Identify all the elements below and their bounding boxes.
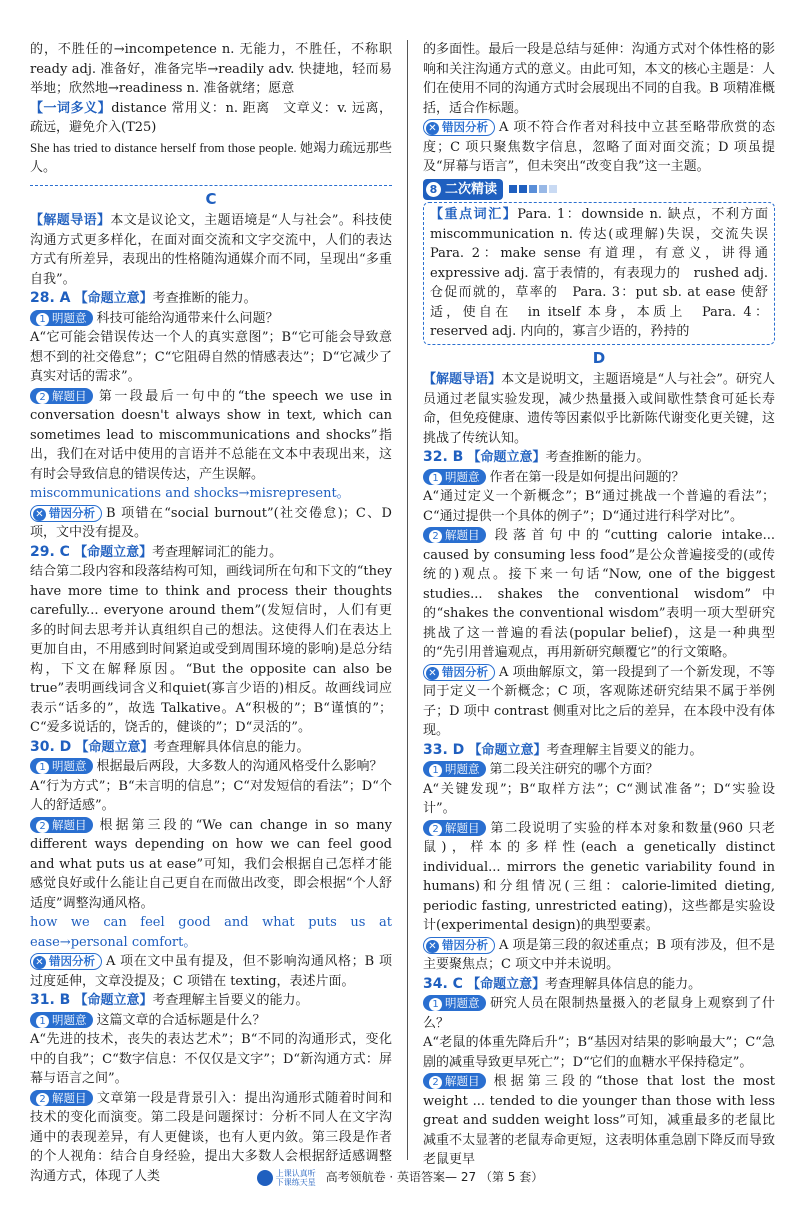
- tag-label: 明题意: [52, 759, 87, 773]
- q32-error-text: A 项曲解原文，第一段提到了一个新发现，不等同于定义一个新概念；C 项，客观陈述研究结果不属于举例子；D 项中 contrast 侧重对比之后的差异，在本段中没有体现。: [423, 664, 775, 738]
- q33-intent: 考查理解主旨要义的能力。: [546, 742, 703, 758]
- reread-label: 二次精读: [445, 181, 498, 197]
- q31-options: A“先进的技术，丧失的表达艺术”；B“不同的沟通形式，变化中的自我”；C“数字信息：不仅仅是文字”；D“新沟通方式：屏幕与语言之间”。: [30, 1032, 392, 1086]
- q33-solution: 第二段说明了实验的样本对象和数量(960 只老鼠)，样本的多样性(each a genetically distinct individual... mirrors the genetic variability found in humans)和分组情况(三组：calorie-limited dieting, periodic fasting, unrestricted eating)，这些都是实验设计(experimental design)的典型要素。: [423, 820, 775, 933]
- understand-tag: [423, 995, 486, 1011]
- q28-options: A“它可能会错误传达一个人的真实意图”；B“它可能会导致意想不到的社交倦怠”；C“它阻碍自然的情感表达”；D“它减少了真实对话的需求”。: [30, 330, 392, 384]
- q29-intent: 考查理解词汇的能力。: [152, 544, 283, 560]
- tag-label: 解题目: [52, 388, 87, 403]
- solve-tag: [30, 817, 93, 833]
- q34-solution: 根据第三段的“those that lost the most weight ... tended to die younger than those with less great and sudden weight loss”可知，减重最多的老鼠比减重不太显著的老鼠寿命更短，这表明体重急剧下降反而导致老鼠更早: [423, 1074, 775, 1167]
- tag-label: 明题意: [445, 469, 480, 484]
- number-1-icon: 1: [36, 761, 49, 774]
- guide-c-text: 本文是议论文，主题语境是“人与社会”。科技使沟通方式更多样化，在面对面交流和文字交流中，人们的表达方式有所差异，表现出的性格随沟通媒介而不同，呈现出“多重自我”。: [30, 213, 392, 287]
- q32-header: [423, 448, 775, 468]
- solve-tag: [30, 1090, 93, 1106]
- solve-tag: [423, 527, 486, 543]
- guide-c-title: 【解题导语】: [30, 213, 111, 228]
- reread-header: [423, 179, 775, 201]
- q32-number: 32. B: [423, 449, 464, 465]
- q28-header: [30, 289, 392, 309]
- q31-solution-continued: 的多面性。最后一段是总结与延伸：沟通方式对个体性格的影响和关注沟通方式的意义。由此可知，本文的核心主题是：人们在使用不同的沟通方式时会展现出不同的自我。B 项精准概括，适合作标题。: [423, 42, 775, 116]
- q33-step1: [423, 760, 775, 780]
- q30-step2: [30, 816, 392, 914]
- q28-step2: [30, 387, 392, 485]
- understand-tag: [30, 310, 93, 326]
- q33-number: 33. D: [423, 741, 465, 758]
- q31-intent-title: 【命题立意】: [74, 993, 153, 1008]
- brand-slogan: [276, 1169, 316, 1187]
- q29-body: 结合第二段内容和段落结构可知，画线词所在句和下文的“they have more time to think and process their thoughts carefully... everyone around them”(发短信时，人们有更多的时间去思考并认真组织自己的想法。这使得人们在表达上更加自由，不用感到时间紧迫或受到周围环境的影响)是总分结构，下文在解释原因。“But the opposite can also be true”表明画线词含义和quiet(寡言少语的)相反。故画线词应表示“话多的”，故选 Talkative。A“积极的”；B“谨慎的”；C“爱多说话的，饶舌的，健谈的”；D“灵活的”。: [30, 564, 392, 735]
- q32-step1: [423, 468, 775, 488]
- cross-icon: ✕: [426, 122, 439, 135]
- tag-label: 明题意: [445, 762, 480, 776]
- q34-number: 34. C: [423, 975, 463, 992]
- q31-step1: [30, 1011, 392, 1031]
- q28-question: 科技可能给沟通带来什么问题？: [96, 310, 279, 326]
- number-1-icon: 1: [429, 764, 442, 777]
- reread-badge: [423, 179, 503, 201]
- vocab-title: 【重点词汇】: [430, 207, 518, 222]
- q33-question: 第二段关注研究的哪个方面？: [489, 762, 659, 777]
- q33-header: [423, 741, 775, 761]
- understand-tag: [423, 469, 486, 485]
- q28-chain: miscommunications and shocks→misrepresent。: [30, 486, 350, 501]
- q31-solution: 文章第一段是背景引入：提出沟通形式随着时间和技术的变化而演变。第二段是问题探讨：分析不同人在文字沟通中的表现差异，有人更健谈，也有人更内敛。第三段是作者的个人视角：结合自身经验，提出大多数人会根据舒适感调整沟通方式，体现了人类: [30, 1090, 392, 1184]
- q30-solution: 根据第三段的“We can change in so many different ways depending on how we can feel good and what puts us at ease”可知，我们会根据自己怎样才能感觉良好或什么能让自己更自在而做出改变，即会根据“个人舒适度”调整沟通风格。: [30, 817, 392, 911]
- solve-tag: [30, 388, 93, 404]
- tag-label: 错因分析: [49, 505, 95, 520]
- number-2-icon: 2: [36, 1093, 49, 1106]
- error-tag: [30, 953, 102, 970]
- solve-tag: [423, 820, 486, 836]
- q30-number: 30. D: [30, 738, 72, 755]
- section-heading-d: D: [592, 348, 606, 367]
- vocab-content: [430, 205, 782, 342]
- understand-tag: [423, 761, 486, 777]
- tag-label: 明题意: [445, 996, 480, 1010]
- q33-intent-title: 【命题立意】: [468, 742, 547, 758]
- understand-tag: [30, 758, 93, 774]
- tag-label: 错因分析: [442, 120, 488, 134]
- column-divider: [407, 40, 408, 1160]
- q32-solution: 段落首句中的“cutting calorie intake... caused by consuming less food”是公众普遍接受的(或传统的)观点。接下来一句话“Now, one of the biggest studies... shakes the conventional wisdom”中的“shakes the conventional wisdom”表明一项大型研究挑战了这一普遍的看法(popular belief)，这是一种典型的“先引用普遍观点，再用新研究颠覆它”的行文策略。: [423, 528, 775, 660]
- q32-error: [423, 663, 775, 741]
- q28-error-text: B 项错在“social burnout”(社交倦怠)；C、D 项，文中没有提及。: [30, 505, 392, 540]
- cross-icon: ✕: [33, 956, 46, 969]
- q34-options: A“老鼠的体重先降后升”；B“基因对结果的影响最大”；C“急剧的减重导致更早死亡”；D“它们的血糖水平保持稳定”。: [423, 1035, 775, 1070]
- left-column: [30, 40, 392, 1186]
- vocab-derivation-text: 的，不胜任的→incompetence n. 无能力，不胜任，不称职 ready adj. 准备好，准备完毕→readily adv. 快捷地，轻而易举地；欣然地→readiness n. 准备就绪；愿意: [30, 42, 392, 96]
- number-1-icon: 1: [429, 472, 442, 485]
- reread-number: 8: [426, 182, 441, 197]
- number-2-icon: 2: [429, 823, 442, 836]
- polysemy-block: [30, 99, 392, 138]
- q33-options: A“关键发现”；B“取样方法”；C“测试准备”；D“实验设计”。: [423, 781, 775, 816]
- page-footer: [0, 1168, 800, 1188]
- error-tag: [423, 937, 495, 954]
- guide-c: [30, 211, 392, 289]
- guide-d-title: 【解题导语】: [423, 372, 502, 387]
- q32-step2: [423, 526, 775, 663]
- q28-number: 28. A: [30, 290, 71, 306]
- error-tag: [423, 664, 495, 681]
- q34-intent: 考查理解具体信息的能力。: [545, 976, 702, 992]
- polysemy-text: distance 常用义：n. 距离 文章义：v. 远离，疏远，避免介入(T25): [30, 100, 392, 135]
- q28-error: [30, 504, 392, 543]
- right-column: [423, 40, 782, 1170]
- q34-intent-title: 【命题立意】: [467, 976, 546, 992]
- q33-error: [423, 936, 775, 975]
- polysemy-example: She has tried to distance herself from those people. 她竭力疏远那些人。: [30, 139, 392, 174]
- q31-number: 31. B: [30, 992, 71, 1008]
- guide-d: [423, 370, 775, 448]
- q30-error-text: A 项在文中虽有提及，但不影响沟通风格；B 项过度延伸，文章没提及；C 项错在 texting，表述片面。: [30, 954, 392, 989]
- guide-d-text: 本文是说明文，主题语境是“人与社会”。研究人员通过老鼠实验发现，减少热量摄入或间歇性禁食可延长寿命，但免疫健康、遗传等因素似乎比新陈代谢变化更关键，这挑战了传统认知。: [423, 372, 775, 446]
- polysemy-title: 【一词多义】: [30, 100, 112, 116]
- vocab-box: [423, 202, 782, 345]
- q32-options: A“通过定义一个新概念”；B“通过挑战一个普遍的看法”；C“通过提供一个具体的例子”；D“通过进行科学对比”。: [423, 489, 775, 524]
- tag-label: 明题意: [52, 1012, 87, 1027]
- q30-intent-title: 【命题立意】: [75, 739, 154, 755]
- q34-header: [423, 975, 775, 995]
- q30-chain: how we can feel good and what puts us at ease→personal comfort。: [30, 915, 392, 950]
- q30-error: [30, 952, 392, 991]
- slogan-line2: 下课练天星: [275, 1177, 316, 1187]
- q32-intent: 考查推断的能力。: [545, 450, 650, 465]
- tag-label: 错因分析: [442, 664, 488, 679]
- number-1-icon: 1: [36, 1015, 49, 1028]
- understand-tag: [30, 1012, 93, 1028]
- q29-intent-title: 【命题立意】: [74, 544, 153, 560]
- q28-solution: 第一段最后一句中的“the speech we use in conversation doesn't always show in text, which can sometimes lead to miscommunications and shocks”指出，我们在对话中使用的言语并不总能在文本中表现出来，这有时会导致信息的错误传达，产生误解。: [30, 388, 392, 482]
- vocab-text: Para. 1：downside n. 缺点，不利方面 miscommunication n. 传达(或理解)失误，交流失误 Para. 2：make sense 有道理，有意义，讲得通 expressive adj. 富于表情的，有表现力的 rushed adj. 仓促而就的，草率的 Para. 3：put sb. at ease 使舒适，使自在 in itself 本身，本质上 Para. 4：reserved adj. 内向的，寡言少语的，矜持的: [430, 207, 782, 339]
- tag-label: 解题目: [52, 817, 87, 832]
- q30-question: 根据最后两段，大多数人的沟通风格受什么影响？: [96, 759, 383, 774]
- number-2-icon: 2: [36, 391, 49, 404]
- cross-icon: ✕: [426, 940, 439, 953]
- q32-intent-title: 【命题立意】: [467, 450, 546, 465]
- q31-error: [423, 118, 775, 177]
- section-heading-c: C: [205, 189, 217, 208]
- cross-icon: ✕: [426, 667, 439, 680]
- tag-label: 错因分析: [442, 937, 488, 952]
- error-tag: [423, 119, 495, 136]
- q28-intent: 考查推断的能力。: [152, 291, 257, 306]
- q29-number: 29. C: [30, 543, 70, 560]
- q32-question: 作者在第一段是如何提出问题的？: [489, 469, 685, 485]
- number-2-icon: 2: [429, 1076, 442, 1089]
- error-tag: [30, 505, 102, 522]
- solve-tag: [423, 1073, 486, 1089]
- tag-label: 错因分析: [49, 954, 95, 968]
- q31-error-text: A 项不符合作者对科技中立甚至略带欣赏的态度；C 项只聚焦数字信息，忽略了面对面交流；D 项虽提及“屏幕与语言”，但未突出“改变自我”这一主题。: [423, 120, 775, 174]
- q34-question: 研究人员在限制热量摄入的老鼠身上观察到了什么？: [423, 996, 775, 1031]
- q30-step1: [30, 757, 392, 777]
- q33-error-text: A 项是第三段的叙述重点；B 项有涉及，但不是主要聚焦点；C 项文中并未说明。: [423, 937, 775, 972]
- footer-text: 高考领航卷 · 英语答案— 27 （第 5 套）: [325, 1170, 544, 1184]
- cross-icon: ✕: [33, 508, 46, 521]
- tag-label: 解题目: [445, 528, 480, 542]
- q31-intent: 考查理解主旨要义的能力。: [152, 993, 309, 1008]
- q34-step2: [423, 1072, 775, 1170]
- q30-options: A“行为方式”；B“未言明的信息”；C“对发短信的看法”；D“个人的舒适感”。: [30, 778, 392, 813]
- q33-step2: [423, 819, 775, 936]
- decorative-squares: [509, 185, 557, 193]
- tag-label: 解题目: [445, 1074, 480, 1088]
- q29-header: [30, 543, 392, 563]
- slogan-line1: 上课认真听: [275, 1168, 316, 1178]
- number-1-icon: 1: [36, 313, 49, 326]
- q28-step1: [30, 309, 392, 329]
- divider: [30, 185, 392, 186]
- number-2-icon: 2: [429, 530, 442, 543]
- q28-intent-title: 【命题立意】: [74, 291, 153, 306]
- q30-header: [30, 738, 392, 758]
- tag-label: 明题意: [52, 310, 87, 325]
- q34-step1: [423, 994, 775, 1033]
- q30-intent: 考查理解具体信息的能力。: [153, 739, 310, 755]
- tag-label: 解题目: [52, 1090, 87, 1105]
- number-2-icon: 2: [36, 820, 49, 833]
- q31-header: [30, 991, 392, 1011]
- q31-question: 这篇文章的合适标题是什么？: [96, 1012, 266, 1028]
- number-1-icon: 1: [429, 998, 442, 1011]
- brand-logo-icon: [257, 1170, 273, 1186]
- tag-label: 解题目: [445, 820, 480, 835]
